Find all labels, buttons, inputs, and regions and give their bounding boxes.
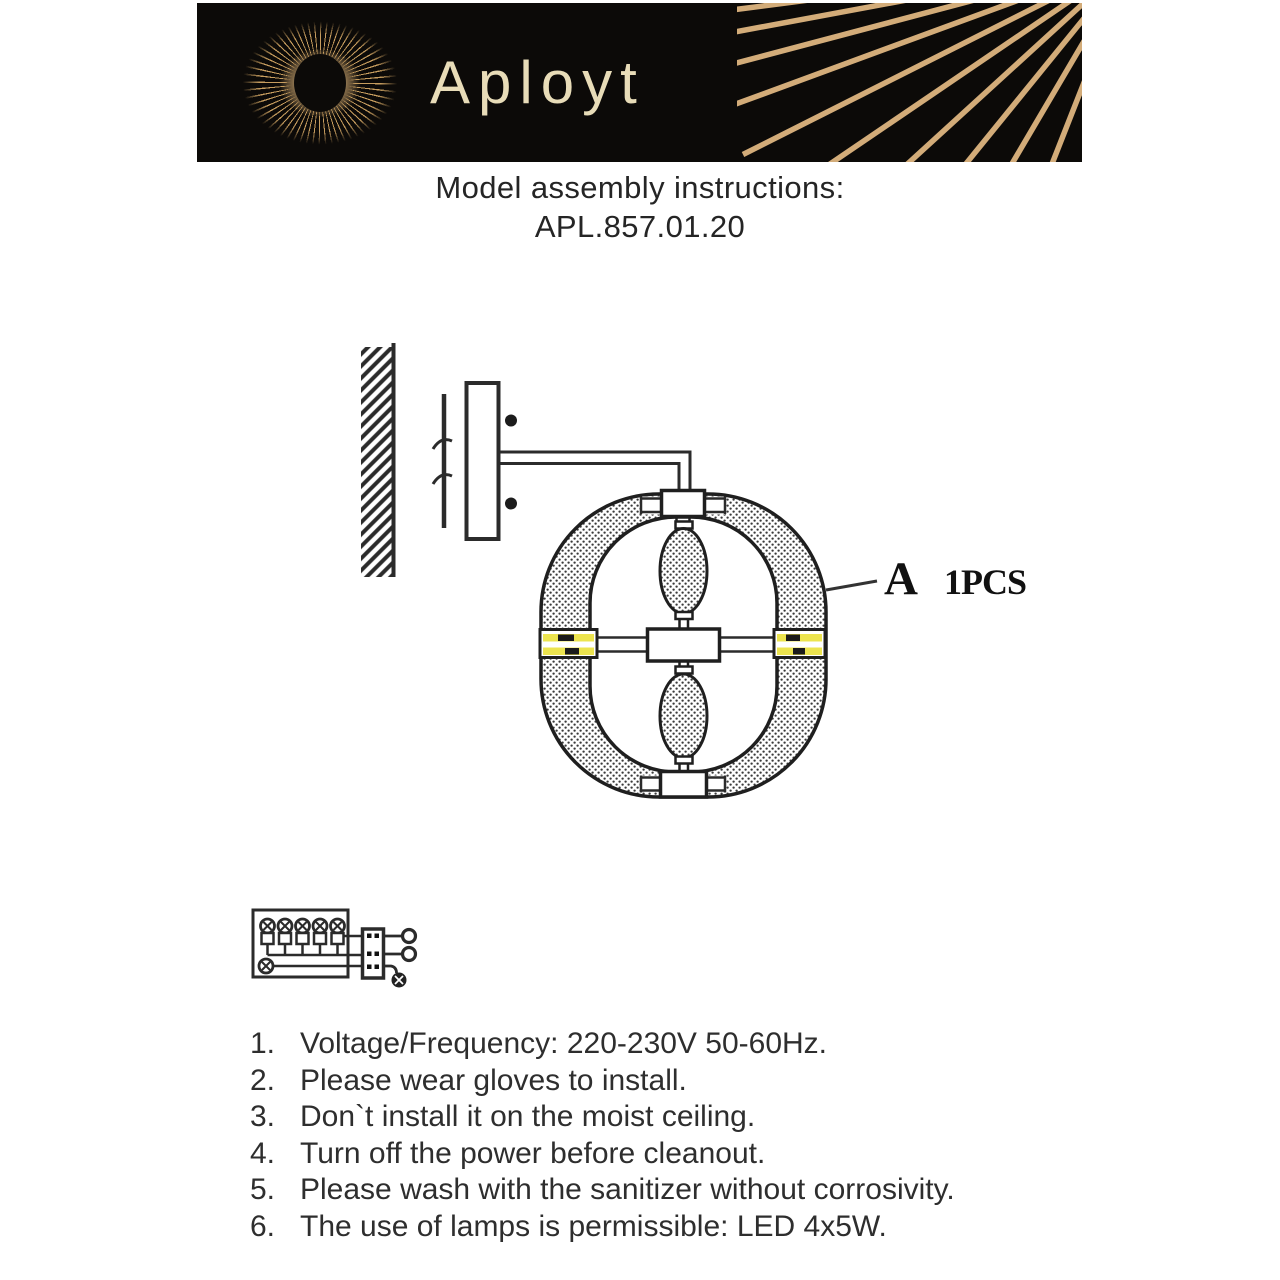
- connector-strip: [363, 929, 384, 978]
- mounting-rod: [433, 394, 452, 528]
- corner-rays-icon: [737, 3, 1082, 162]
- item-text: Please wash with the sanitizer without corrosivity.: [300, 1173, 955, 1206]
- wiring-diagram: [240, 895, 435, 1010]
- brand-banner: [197, 3, 1082, 162]
- item-text: Please wear gloves to install.: [300, 1063, 687, 1097]
- instruction-item: [250, 1063, 1090, 1100]
- item-number: 4.: [250, 1136, 276, 1170]
- item-text: The use of lamps is permissible: LED 4x5W.: [300, 1209, 887, 1243]
- ring-terminal-icon: [403, 930, 416, 943]
- model-number: APL.857.01.20: [534, 209, 746, 244]
- ring-terminal-icon: [403, 948, 416, 961]
- crystal-bottom: [660, 661, 707, 772]
- instruction-item: [250, 1026, 1090, 1063]
- center-connector: [648, 629, 720, 661]
- title-block: [0, 168, 1280, 246]
- highlight-band-right: [774, 630, 825, 658]
- instruction-item: [250, 1099, 1090, 1136]
- crystal-top: [660, 517, 707, 630]
- item-text: Turn off the power before cleanout.: [300, 1136, 766, 1170]
- bracket-arm: [499, 452, 691, 491]
- instruction-item: [250, 1136, 1090, 1173]
- brand-name: Aployt: [430, 49, 645, 116]
- item-text: Don`t install it on the moist ceiling.: [300, 1100, 756, 1133]
- item-text: Voltage/Frequency: 220-230V 50-60Hz.: [300, 1027, 828, 1060]
- wall-hatching: [361, 343, 394, 577]
- item-number: 3.: [250, 1100, 276, 1133]
- part-letter: A: [884, 553, 918, 605]
- item-number: 6.: [250, 1209, 276, 1243]
- item-number: 5.: [250, 1173, 276, 1206]
- instruction-item: [250, 1172, 1090, 1209]
- instructions-title: Model assembly instructions:: [435, 170, 845, 205]
- highlight-band-left: [540, 630, 597, 658]
- instruction-item: [250, 1209, 1090, 1246]
- mounting-plate: [467, 383, 518, 539]
- ground-screw-icon: [392, 973, 407, 988]
- item-number: 1.: [250, 1027, 276, 1060]
- sunburst-core: [294, 54, 346, 112]
- instructions-list: [250, 1026, 1090, 1245]
- screw-knob-icon: [505, 498, 517, 510]
- part-label: [884, 553, 1026, 605]
- screw-knob-icon: [505, 415, 517, 427]
- pointer-line: [826, 581, 877, 590]
- part-quantity: 1PCS: [943, 562, 1026, 602]
- item-number: 2.: [250, 1063, 276, 1097]
